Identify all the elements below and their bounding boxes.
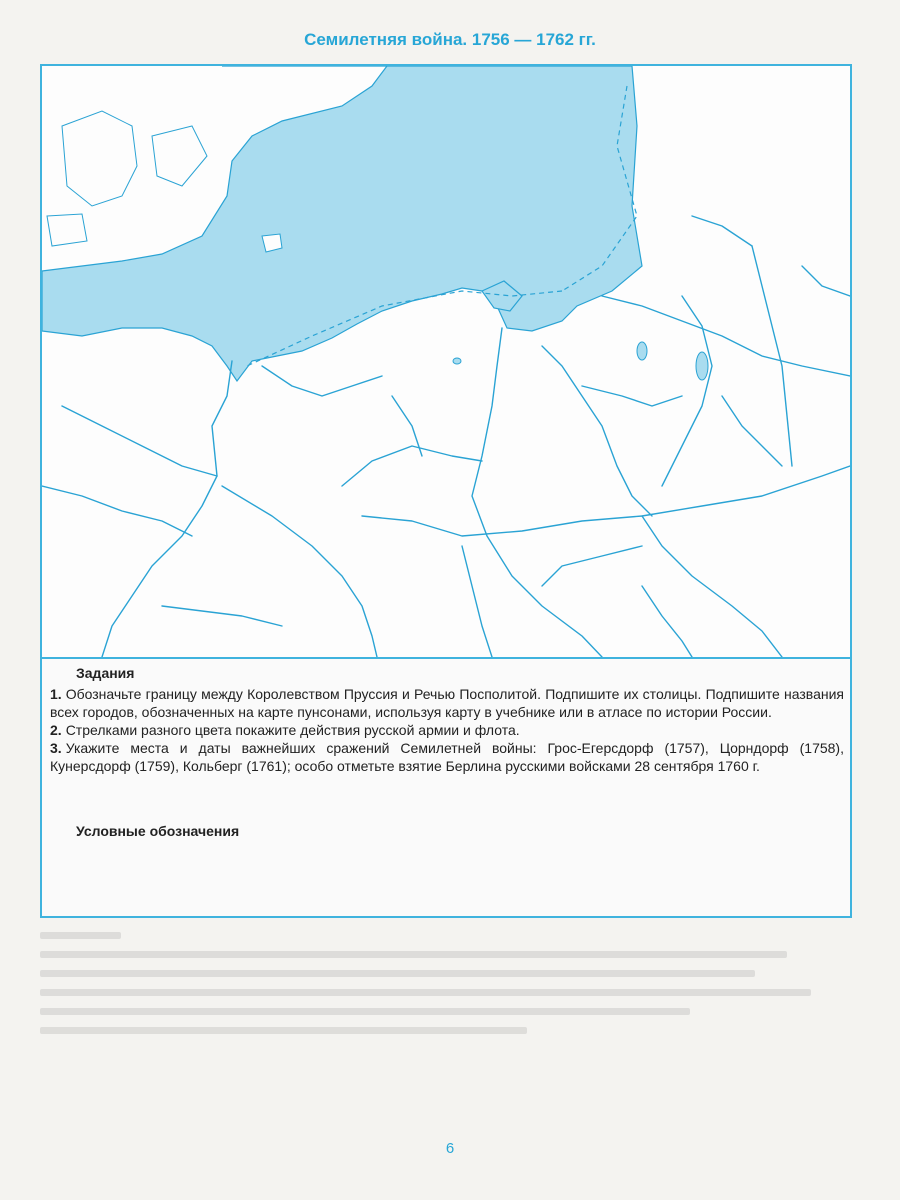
task-item (50, 685, 844, 721)
task-number: 3. (50, 740, 62, 756)
task-text: Укажите места и даты важнейших сражений Семилетней войны: Грос-Егерсдорф (1757), Цорндорф (1758), Кунерсдорф (1759), Кольберг (1761); особо отметьте взятие Берлина русскими войсками 28 сентября 1760 г. (50, 740, 844, 774)
legend-heading: Условные обозначения (76, 823, 240, 839)
task-text: Стрелками разного цвета покажите действия русской армии и флота. (65, 722, 520, 738)
task-text: Обозначьте границу между Королевством Пруссия и Речью Посполитой. Подпишите их столицы. Подпишите названия всех городов, обозначенных на карте пунсонами, используя карту в учебнике или в атласе по истории России. (50, 686, 844, 720)
island-small (152, 126, 207, 186)
task-number: 2. (50, 722, 62, 738)
lake (637, 342, 647, 360)
outline-map (40, 64, 852, 659)
bleed-through-text (40, 920, 852, 1050)
lake (453, 358, 461, 364)
task-list (50, 685, 844, 775)
page-number: 6 (445, 1140, 455, 1157)
tasks-panel (40, 657, 852, 918)
lake (696, 352, 708, 380)
task-item (50, 739, 844, 775)
task-number: 1. (50, 686, 62, 702)
island-sw (47, 214, 87, 246)
task-item (50, 721, 844, 739)
page-title: Семилетняя война. 1756 — 1762 гг. (304, 30, 596, 49)
tasks-heading: Задания (76, 665, 135, 681)
island-west (62, 111, 137, 206)
map-canvas (42, 66, 850, 657)
baltic-sea (42, 66, 642, 381)
